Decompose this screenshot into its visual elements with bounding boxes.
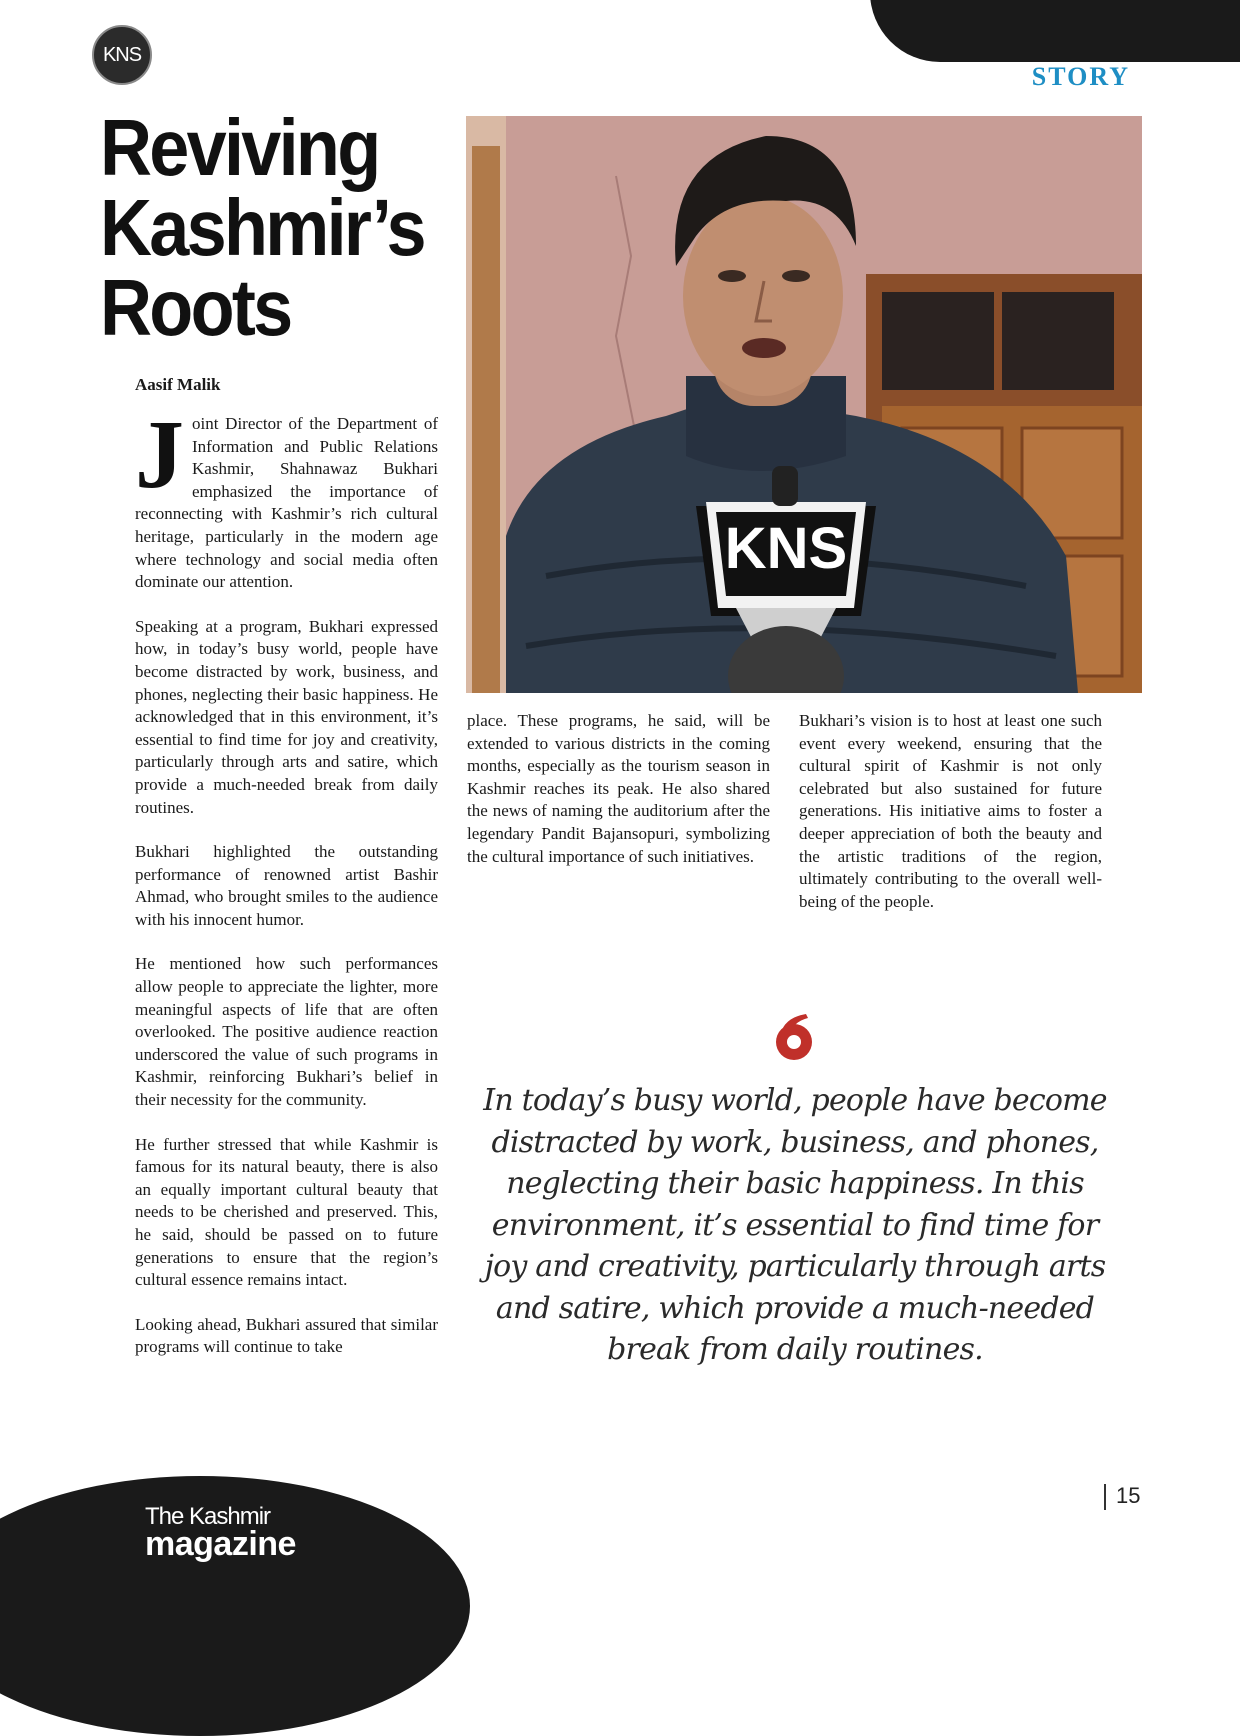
paragraph-5: He further stressed that while Kashmir is famous for its natural beauty, there is also an equally important cultural beauty that needs to be cherished and preserved. This, he said, should be passed on to future generations to ensure that the region’s cultural essence remains intact. [135, 1134, 438, 1290]
title-line-3: Roots [100, 263, 291, 352]
photo-illustration [466, 116, 1142, 693]
paragraph-8: Bukhari’s vision is to host at least one such event every weekend, ensuring that the cultural spirit of Kashmir is not only celebrated but also sustained for future generations. His initiative aims to foster a deeper appreciation of both the beauty and the artistic traditions of the region, ultimately contributing to the overall well-being of the people. [799, 711, 1102, 911]
paragraph-4: He mentioned how such performances allow people to appreciate the lighter, more meaningful aspects of life that are often overlooked. The positive audience reaction underscored the value of such programs in Kashmir, reinforcing Bukhari’s belief in their necessity for the community. [135, 954, 438, 1110]
article-column-3 [799, 710, 1102, 935]
article-column-1 [135, 401, 438, 1381]
magazine-logo-line1: The Kashmir [145, 1503, 271, 1530]
drop-cap: J [135, 401, 184, 509]
pull-quote: In today’s busy world, people have become distracted by work, business, and phones, neglecting their basic happiness. In this environment, it’s essential to find time for joy and creativity, particularly through arts and satire, which provide a much-needed break from daily routines. [483, 1083, 1107, 1367]
page-number-divider [1104, 1484, 1106, 1510]
quote-mark-icon [766, 1008, 822, 1064]
author-byline: Aasif Malik [135, 375, 221, 394]
article-column-2 [467, 710, 770, 890]
paragraph-1 [135, 401, 438, 594]
title-line-2: Kashmir’s [100, 183, 424, 272]
header-decorative-tab [870, 0, 1240, 62]
magazine-logo-line2: magazine [145, 1525, 296, 1563]
paragraph-2: Speaking at a program, Bukhari expressed how, in today’s busy world, people have become distracted by work, business, and phones, neglecting their basic happiness. He acknowledged that in this environment, it’s essential to find time for joy and creativity, particularly through arts and satire, which provide a much-needed break from daily routines. [135, 616, 438, 817]
title-line-1: Reviving [100, 103, 379, 192]
section-label: STORY [1031, 62, 1130, 91]
kns-logo-text: KNS [102, 43, 142, 66]
mic-flag-text: KNS [724, 516, 848, 581]
kns-logo [92, 25, 152, 85]
page-number: 15 [1116, 1483, 1141, 1508]
paragraph-1-text: oint Director of the Department of Information and Public Relations Kashmir, Shahnawaz Bukhari emphasized the importance of reconnecting with Kashmir’s rich cultural heritage, particularly in the modern age where technology and social media often dominate our attention. [135, 414, 438, 592]
paragraph-3: Bukhari highlighted the outstanding performance of renowned artist Bashir Ahmad, who brought smiles to the audience with his innocent humor. [135, 842, 438, 929]
magazine-logo [145, 1505, 296, 1561]
article-title [100, 103, 424, 352]
paragraph-7: place. These programs, he said, will be extended to various districts in the coming months, especially as the tourism season in Kashmir reaches its peak. He also shared the news of naming the auditorium after the legendary Pandit Bajansopuri, symbolizing the cultural importance of such initiatives. [467, 711, 770, 866]
article-photo [466, 116, 1142, 693]
paragraph-6: Looking ahead, Bukhari assured that similar programs will continue to take [135, 1314, 438, 1357]
